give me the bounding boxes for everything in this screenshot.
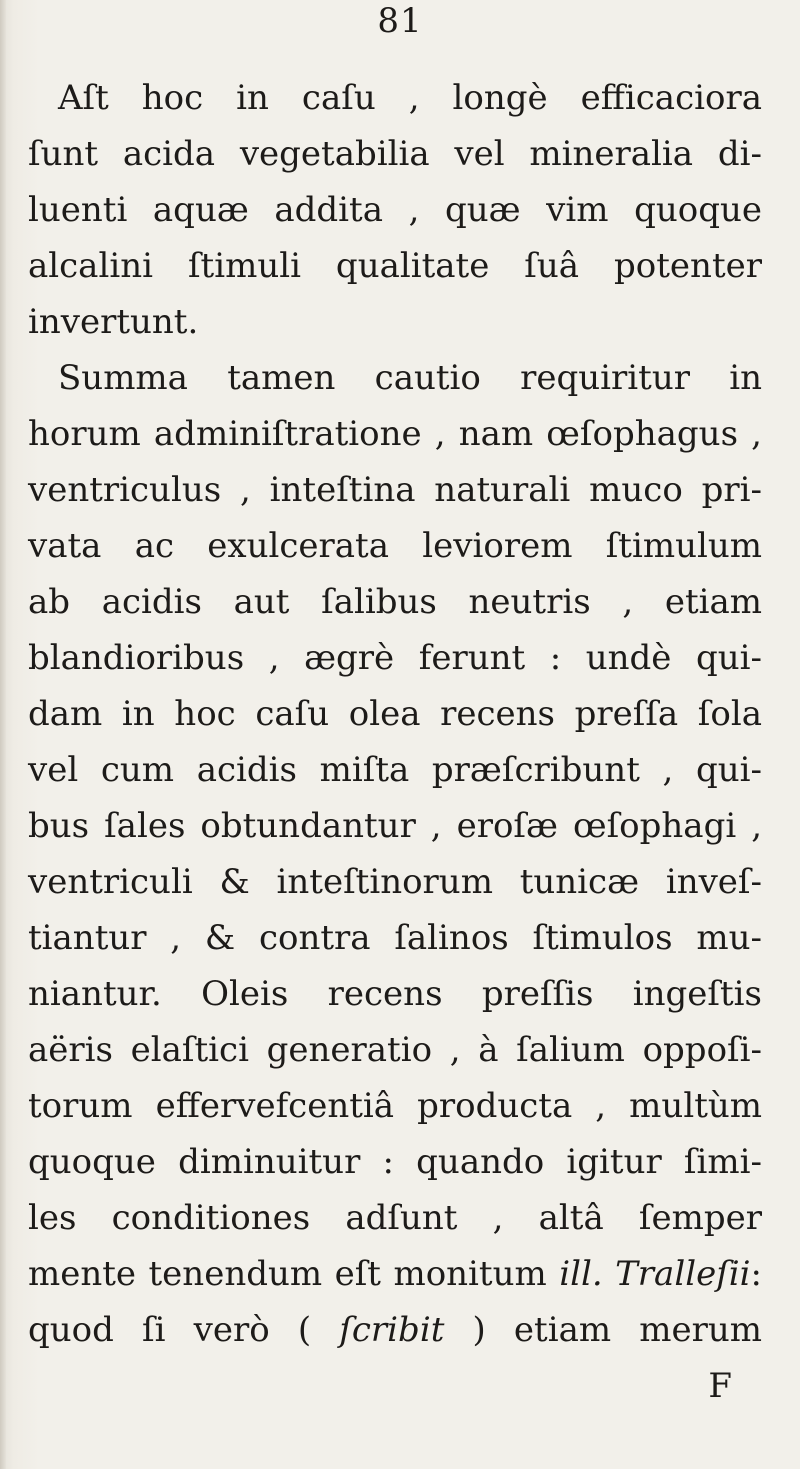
citation-italic: ill. Tralleſii (559, 1254, 751, 1294)
text-line-with-citation (28, 1246, 762, 1302)
text-run: : (750, 1254, 762, 1294)
text-line: blandioribus , ægrè ferunt : undè qui- (28, 638, 762, 678)
text-line: Aſt hoc in caſu , longè efficaciora (58, 78, 762, 118)
text-line-with-citation (28, 1302, 762, 1358)
text-line: ſunt acida vegetabilia vel mineralia di- (28, 134, 762, 174)
page-number: 81 (377, 1, 423, 41)
text-line: tiantur , & contra ſalinos ſtimulos mu- (28, 918, 762, 958)
text-line: ab acidis aut ſalibus neutris , etiam (28, 582, 762, 622)
text-run: ) etiam merum (444, 1310, 763, 1350)
text-run: quod ſi verò ( (28, 1310, 340, 1350)
text-line: invertunt. (28, 302, 199, 342)
text-line: les conditiones adſunt , altâ ſemper (28, 1198, 762, 1238)
text-line: ventriculus , inteſtina naturali muco pri- (28, 470, 762, 510)
page-binding-edge (0, 0, 6, 1469)
text-line: bus ſales obtundantur , eroſæ œſophagi , (28, 806, 762, 846)
text-line: ventriculi & inteſtinorum tunicæ inveſ- (28, 862, 762, 902)
text-line: niantur. Oleis recens preſſis ingeſtis (28, 974, 762, 1014)
catchword: F (708, 1366, 732, 1406)
text-run: mente tenendum eſt monitum (28, 1254, 560, 1294)
text-line: torum effervefcentiâ producta , multùm (28, 1086, 762, 1126)
text-line: quoque diminuitur : quando igitur ſimi- (28, 1142, 762, 1182)
citation-italic: ſcribit (339, 1310, 445, 1350)
text-line: luenti aquæ addita , quæ vim quoque (28, 190, 762, 230)
text-line: horum adminiſtratione , nam œſophagus , (28, 414, 762, 454)
body-text (28, 70, 762, 1414)
text-line: aëris elaſtici generatio , à ſalium oppoſi- (28, 1030, 762, 1070)
text-line: alcalini ſtimuli qualitate ſuâ potenter (28, 246, 762, 286)
text-line: vata ac exulcerata leviorem ſtimulum (28, 526, 762, 566)
text-line: dam in hoc caſu olea recens preſſa ſola (28, 694, 762, 734)
text-line: vel cum acidis miſta præſcribunt , qui- (28, 750, 762, 790)
text-line: Summa tamen cautio requiritur in (58, 358, 762, 398)
